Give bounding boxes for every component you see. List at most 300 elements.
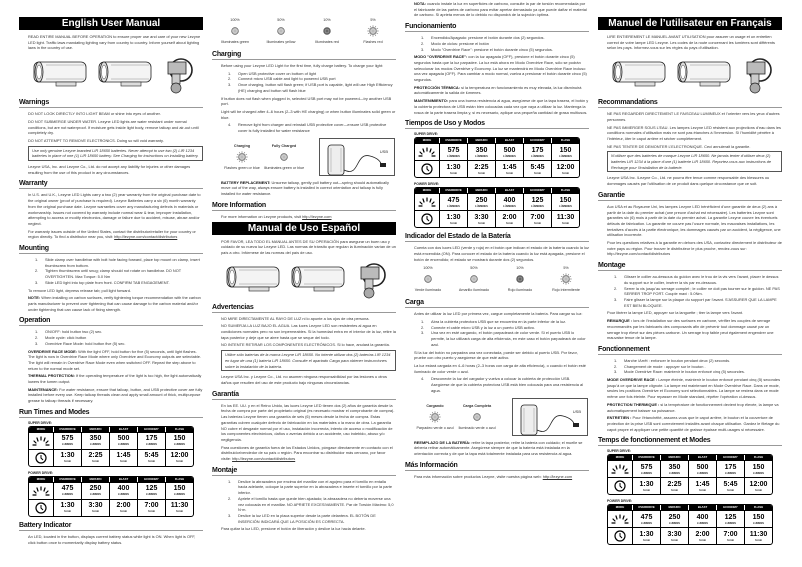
lumens-value: 575	[447, 146, 460, 154]
charging-state	[221, 144, 263, 170]
runtime-cell	[467, 210, 495, 227]
section-heading: More Information	[212, 201, 396, 211]
lumens-cell	[81, 482, 109, 499]
paragraph-lead: PROTECTION THERMIQUE :	[607, 401, 660, 407]
lumens-unit: LUMENS	[669, 521, 680, 525]
lumens-value: 475	[640, 513, 653, 521]
mode-header: FLASH	[744, 455, 772, 460]
lumens-cell	[551, 143, 579, 160]
list-item	[614, 274, 782, 285]
lumens-unit: LUMENS	[62, 493, 73, 497]
list-text: Remove light from charger and reinstall USB protective cover—ensure USB protective cover is fully installed for water resistance	[238, 122, 387, 134]
mode-header: ENDURO	[81, 427, 109, 432]
list-number: 3.	[421, 330, 425, 336]
runtime-cell	[53, 449, 81, 466]
charging-label: Fully Charged	[271, 143, 297, 148]
runtime-unit: h:min	[670, 538, 679, 542]
runtime-unit: h:min	[91, 460, 100, 464]
charging-spanish-column	[212, 14, 396, 534]
section-heading: Warnings	[19, 98, 203, 108]
mode-header: OVERDRIVE	[632, 455, 660, 460]
section-heading: Advertencias	[212, 303, 396, 313]
paragraph-lead: OVERDRIVE RACE MODE:	[28, 348, 78, 354]
run-time-table	[414, 182, 589, 228]
paragraph	[405, 245, 589, 262]
charging-state	[263, 144, 305, 170]
lumens-value: 125	[531, 196, 544, 204]
mode-grid	[28, 476, 194, 517]
section-heading: Charging	[212, 50, 396, 60]
mode-header: ECONOMY	[137, 427, 165, 432]
battery-level-item	[454, 266, 494, 292]
lumens-value: 575	[61, 435, 74, 443]
runtime-cell	[551, 160, 579, 177]
runtime-value: 1:30	[60, 502, 75, 510]
runtime-cell	[495, 160, 523, 177]
paragraph-text: For water resistance, ensure that tailcap, button, and USB protective cover are fully installed before every use. Keep tailcap threads clean and apply small amount of thick, multipurpose grease to tailcap threads if necessary.	[28, 386, 203, 404]
runtime-cell	[716, 527, 744, 544]
battery-level-item	[307, 18, 347, 44]
paragraph-text: Lezyne USA, Inc. and Lezyne Co., Ltd. do not accept any liability for injuries or other damages resulting from the use of this product in any circumstances.	[28, 164, 191, 175]
run-time-table	[414, 132, 589, 178]
numbered-list	[212, 479, 396, 525]
lumens-icon	[29, 432, 53, 449]
list-text: Una vez en esté cargando, el botón parpadeará de color verde. Si el puerto USB lo permite, la luz utilizará carga de alta eficiencia, en este caso el botón parpadeará de color azul.	[431, 330, 586, 347]
lumens-unit: LUMENS	[118, 493, 129, 497]
paragraph	[19, 119, 203, 136]
clock-icon	[608, 477, 632, 494]
battery-percent: 10%	[323, 18, 331, 22]
paragraph-lead: MODO "OVERDRIVE RACE":	[414, 54, 468, 60]
led-caption: Verde iluminado	[414, 288, 442, 293]
runtime-value: 2:00	[116, 502, 131, 510]
paragraph-text: si la température de fonctionnement devient trop élevée, la lampe va automatiquement baisser sa puissance.	[607, 401, 779, 413]
led-indicator-icon	[261, 25, 301, 37]
numbered-list	[19, 257, 203, 286]
list-number: 1.	[228, 478, 232, 484]
runtime-value: 1:45	[502, 163, 517, 171]
list-text: Abra la cubierta protectora USB que se encuentra en la parte inferior de la luz.	[431, 319, 567, 325]
paragraph	[598, 415, 782, 432]
section-heading: Operation	[19, 316, 203, 326]
battery-percent: 100%	[230, 18, 240, 22]
paragraph-text: NO MIRE DIRECTAMENTE AL RAYO DE LUZ ni lo apunte a los ojos de otra persona.	[221, 315, 370, 321]
lumens-icon	[608, 460, 632, 477]
lumens-cell	[81, 432, 109, 449]
paragraph-lead: REMARQUE :	[607, 318, 633, 324]
runtime-unit: h:min	[147, 510, 156, 514]
list-number: 3.	[35, 279, 39, 285]
mode-header: ENDURO	[467, 188, 495, 193]
runtime-cell	[523, 160, 551, 177]
list-number: 3.	[35, 340, 39, 346]
lumens-cell	[551, 193, 579, 210]
paragraph	[405, 54, 589, 83]
mode-header: OVERDRIVE	[439, 138, 467, 143]
paragraph-text: DO NOT ATTEMPT TO REMOVE ELECTRONICS. Doing so will void warranty.	[28, 137, 164, 143]
web-link[interactable]: http://lezyne.com/contact/distributors	[114, 234, 178, 240]
mode-header-corner: MODE	[415, 138, 439, 143]
lumens-value: 350	[89, 435, 102, 443]
lumens-unit: LUMENS	[90, 493, 101, 497]
english-manual-column	[19, 17, 203, 547]
runtime-unit: h:min	[449, 221, 458, 225]
lumens-icon	[608, 510, 632, 527]
list-number: 2.	[35, 335, 39, 341]
led-caption: Illuminates green	[220, 40, 250, 44]
clock-icon	[29, 449, 53, 466]
mode-grid	[414, 187, 580, 228]
led-caption: Illuminates yellow	[266, 40, 296, 44]
section-heading: Battery Indicator	[19, 521, 203, 531]
paragraph	[212, 109, 396, 120]
lumens-value: 575	[640, 463, 653, 471]
paragraph	[598, 377, 782, 400]
battery-indicator-legend	[405, 266, 589, 292]
runtime-value: 5:45	[530, 163, 545, 171]
lumens-value: 175	[531, 146, 544, 154]
paragraph-text: NO SUMERJA LA LUZ BAJO EL AGUA. Las luces Lezyne LED son resistentes al agua en condiciones normales pero no son impermeables. Si la humedad entra en el interior de la luz, retire la tapa posterior y deje que se airee hasta que se seque del todo.	[221, 323, 396, 340]
mode-header: OVERDRIVE	[53, 427, 81, 432]
section-heading: Recommandations	[598, 98, 782, 108]
lumens-unit: LUMENS	[697, 521, 708, 525]
list-item	[228, 82, 396, 93]
run-time-table	[28, 421, 203, 467]
led-indicator-icon	[263, 151, 305, 163]
battery-percent: 50%	[277, 18, 285, 22]
battery-note: N’utiliser que des batteries de marque Lezyne LIR 18650. Ne jamais tenter d’utiliser deux (2) batteries LIR 1234 à la place d’une (1) batterie LIR 18650. Reportez-vous aux instructions de Recharge pour l’installation de la batterie.	[607, 151, 782, 172]
lumens-unit: LUMENS	[146, 443, 157, 447]
paragraph	[212, 180, 396, 197]
light-product-illustration	[19, 54, 203, 94]
runtime-unit: h:min	[63, 510, 72, 514]
paragraph	[598, 240, 782, 257]
web-link[interactable]: http://lezyne.com	[542, 473, 573, 479]
runtime-value: 11:30	[556, 213, 575, 221]
paragraph	[405, 1, 589, 18]
usb-label: USB	[572, 408, 581, 414]
paragraph-text: NE PAS IMMERGER SOUS L’EAU. Les lampes Lezyne LED résistent aux projections d’eau dans les conditions normales d’utilisation mais ne sont pas étanches à l’immersion. Si l’humidité pénètre à l’intérieur, ôter le capot arrière et sécher complètement.	[607, 124, 782, 141]
battery-level-item	[500, 266, 540, 292]
runtime-unit: h:min	[63, 460, 72, 464]
paragraph-text: DO NOT SUBMERGE UNDER WATER. Lezyne LED lights are water resistant under normal conditions, but are not waterproof. If moisture gets inside light body, remove tailcap and air-out until completely dry.	[28, 118, 199, 136]
mode-header: BLAST	[495, 188, 523, 193]
list-number: 3.	[614, 296, 618, 302]
runtime-unit: h:min	[642, 488, 651, 492]
list-text: Serrer la vis jusqu’au serrage complet ; le collier ne doit pas tourner sur le guidon. NE PAS SERRER TROP FORT. Couple maxi : 5.0Nm.	[624, 285, 780, 297]
runtime-value: 2:25	[474, 163, 489, 171]
paragraph-text: Cuenta con dos luces LED (verde y roja) en el botón que indican el estado de la batería cuando la luz está encendida (ON). Para conocer el estado de la batería cuando la luz está apagada, presione el botón de encendido; el estado se mostrará durante dos (2) segundos.	[414, 245, 589, 262]
paragraph	[19, 192, 203, 226]
paragraph-text: POR FAVOR, LEA TODO EL MANUAL ANTES DE SU OPERACIÓN para asegurar un buen uso y cuidado de su nueva luz Lezyne LED. Las normas de tránsito que regulan la iluminación varían de un país a otro. Infórmese de las normas del país de uso.	[221, 238, 396, 255]
battery-level-item	[546, 266, 586, 292]
list-text: Encendido/Apagado: presione el botón durante dos (2) segundos.	[431, 35, 545, 41]
numbered-list	[405, 319, 589, 348]
led-indicator-icon	[221, 151, 263, 163]
list-item	[228, 496, 396, 513]
runtime-value: 3:30	[667, 530, 682, 538]
charging-state	[456, 404, 498, 430]
runtime-unit: h:min	[533, 171, 542, 175]
led-caption: Rojo intermitente	[552, 288, 580, 293]
lumens-unit: LUMENS	[753, 471, 764, 475]
paragraph-text: Para quitar la luz LED, presione el botón de liberación y deslice la luz hacia delante.	[221, 526, 366, 532]
led-indicator-icon	[456, 411, 498, 423]
charging-label: Charging	[233, 143, 251, 148]
paragraph-lead: REEMPLAZO DE LA BATERÍA:	[414, 439, 471, 445]
mode-header: ENDURO	[467, 138, 495, 143]
mode-header: BLAST	[688, 455, 716, 460]
lumens-value: 400	[503, 196, 516, 204]
section-heading: Tiempos de Uso y Modos	[405, 119, 589, 129]
numbered-list	[598, 358, 782, 375]
list-number: 2.	[228, 76, 232, 82]
clock-icon	[415, 160, 439, 177]
web-link[interactable]: http://lezyne.com/contact/distributors	[232, 456, 296, 462]
paragraph-text: NE PAS TENTER DE DEMONTER L’ELECTRONIQUE. Ceci annulerait la garantie.	[607, 143, 751, 149]
led-caption: Illuminates red	[315, 40, 339, 44]
paragraph-text: con la luz apagada (OFF), presione el botón durante cinco (5) segundos hasta que la luz parpadee. La luz está ahora en Modo Overdrive Race, sólo se podrán seleccionar los modos Overdrive y Economy. La luz se mantendrá en Modo Overdrive Race incluso una vez apagada (OFF). Para cambiar a modo normal, vuelva a presionar el botón durante cinco (5) segundos.	[414, 54, 587, 83]
list-text: Conecte el cable micro USB y la luz a un puerto USB activo.	[431, 324, 536, 330]
runtime-value: 12:00	[170, 452, 189, 460]
mode-header-corner: MODE	[608, 455, 632, 460]
web-link[interactable]: http://lezyne.com	[302, 213, 332, 219]
lumens-unit: LUMENS	[725, 471, 736, 475]
manual-title: Manuel de l’utilisateur en Français	[598, 17, 782, 30]
paragraph	[405, 98, 589, 115]
led-caption: Flashes red	[363, 40, 383, 44]
paragraph-lead: THERMAL PROTECTION:	[28, 373, 75, 379]
paragraph-lead: BATTERY REPLACEMENT:	[221, 179, 271, 185]
runtime-value: 2:00	[695, 530, 710, 538]
paragraph	[405, 85, 589, 96]
mode-grid	[414, 137, 580, 178]
list-text: Connect micro USB cable and light to powered USB port	[238, 76, 336, 82]
mode-header: ECONOMY	[716, 455, 744, 460]
runtime-unit: h:min	[754, 538, 763, 542]
runtime-unit: h:min	[670, 488, 679, 492]
mode-header: ENDURO	[81, 477, 109, 482]
runtime-cell	[632, 527, 660, 544]
list-item	[35, 341, 203, 347]
drive-label: SUPER DRIVE:	[414, 132, 439, 137]
lumens-cell	[523, 143, 551, 160]
runtime-value: 12:00	[749, 480, 768, 488]
lumens-cell	[467, 193, 495, 210]
paragraph-text: retire la tapa posterior, retire la batería con cuidado; el muelle se debería retirar automáticamente. Asegúrese siempre de que la batería está instalada en la orientación correcta y de que la tapa está totalmente instalada para una resistencia al agua.	[414, 439, 583, 456]
paragraph	[212, 316, 396, 322]
runtime-value: 1:30	[446, 163, 461, 171]
lumens-cell	[165, 432, 193, 449]
runtime-unit: h:min	[561, 221, 570, 225]
section-heading: Run Times and Modes	[19, 408, 203, 418]
mode-header: ENDURO	[660, 455, 688, 460]
runtime-unit: h:min	[754, 488, 763, 492]
runtime-cell	[523, 210, 551, 227]
runtime-value: 11:30	[749, 530, 768, 538]
charging-label: Carga Completa	[462, 403, 492, 408]
mode-header: BLAST	[109, 477, 137, 482]
list-number: 1.	[35, 329, 39, 335]
paragraph	[598, 111, 782, 122]
paragraph-text: For more information on Lezyne products, visit	[221, 213, 302, 219]
lumens-cell	[495, 143, 523, 160]
charging-status-legend	[221, 138, 396, 176]
paragraph	[598, 204, 782, 238]
lumens-value: 500	[696, 463, 709, 471]
lumens-value: 150	[752, 513, 765, 521]
list-number: 1.	[614, 357, 618, 363]
paragraph-lead: ENTRETIEN :	[607, 415, 632, 421]
paragraph	[212, 403, 396, 443]
mode-header: FLASH	[551, 138, 579, 143]
mode-header: ENDURO	[660, 505, 688, 510]
list-text: Slide clamp over handlebar with bolt hole facing forward, place top mount on clamp, insert thumbscrew from bottom.	[45, 257, 200, 268]
lumens-value: 175	[145, 435, 158, 443]
paragraph-text: If the operating temperature of the light is too high, the light automatically lowers the lumen output.	[28, 373, 202, 385]
runtime-value: 1:45	[695, 480, 710, 488]
paragraph	[598, 144, 782, 150]
paragraph-text: Si la luz del botón no parpadea una vez conectada, puede ser debido al puerto USB. Por favor, pruebe con otro puerto y asegúrese de que esté activo.	[414, 349, 578, 361]
list-number: 2.	[228, 495, 232, 501]
runtime-value: 5:45	[144, 452, 159, 460]
lumens-icon	[415, 193, 439, 210]
lumens-value: 400	[696, 513, 709, 521]
lumens-cell	[439, 193, 467, 210]
lumens-cell	[467, 143, 495, 160]
battery-note: Utilice sólo baterías de la marca Lezyne LIR 18650. No intente utilizar dos (2) baterías LIR 1234 en lugar de una (1) batería LIR 18650. Consulte el apartado Carga para obtener instrucciones sobre la instalación de la batería.	[221, 350, 396, 371]
runtime-unit: h:min	[698, 488, 707, 492]
runtime-cell	[660, 477, 688, 494]
paragraph	[19, 295, 203, 312]
paragraph	[212, 374, 396, 385]
runtime-cell	[439, 210, 467, 227]
led-indicator-icon	[500, 273, 540, 285]
list-number: 1.	[35, 257, 39, 263]
runtime-cell	[81, 449, 109, 466]
paragraph	[405, 311, 589, 317]
paragraph-text: DO NOT LOOK DIRECTLY INTO LIGHT BEAM or shine into eyes of another.	[28, 111, 161, 117]
lumens-cell	[523, 193, 551, 210]
lumens-unit: LÚMENES	[447, 204, 460, 208]
charging-caption: Parpadeo verde o azul	[416, 425, 454, 430]
paragraph-text: If button does not flash when plugged in, selected USB port may not be powered—try another USB port.	[221, 95, 392, 107]
paragraph-text: Aux USA et au Royaume Uni, les lampes Lezyne LED bénéficient d’une garantie de deux (2) ans à partir de la date du premier achat (une preuve d’achat est nécessaire). Les batteries Lezyne sont garanties six (6) mois à partir de la date du premier achat. La garantie Lezyne couvre les éventuels défauts de fabrication. La garantie ne couvre pas l’usure normale, les mauvaises installations, les tentatives d’accès à la partie électronique, les dommages causés par un accident, la négligence, une utilisation incorrecte.	[607, 203, 781, 238]
paragraph-text: Pour l’étanchéité, assurez-vous que le capot arrière, le bouton et la couverture de protection de la prise USB sont correctement installés avant chaque utilisation. Gardez le filetage du capot propre et appliquer une petite quantité de graisse épaisse multi-usages si nécessaire.	[607, 415, 780, 432]
list-number: 3.	[421, 46, 425, 52]
paragraph	[212, 63, 396, 69]
manual-title: English User Manual	[19, 17, 203, 30]
paragraph-text: si la temperatura en funcionamiento es muy elevada, la luz disminuirá automáticamente la salida de lúmenes.	[414, 84, 582, 96]
battery-percent: 100%	[423, 266, 433, 271]
list-text: Open USB protective cover on bottom of light	[238, 70, 317, 76]
paragraph	[19, 164, 203, 175]
clock-icon	[415, 210, 439, 227]
runtime-unit: h:min	[505, 171, 514, 175]
lumens-unit: LUMENS	[118, 443, 129, 447]
runtime-value: 2:00	[502, 213, 517, 221]
clock-icon	[29, 499, 53, 516]
paragraph-text: para una buena resistencia al agua, asegúrese de que la tapa trasera, el botón y la cubierta protectora de USB están bien colocadas cada vez que vaya a utilizar la luz. Mantenga la rosca de la parte trasera limpia y, si es necesario, aplique una pequeña cantidad de grasa multiusos.	[414, 98, 589, 115]
clock-icon	[608, 527, 632, 544]
runtime-cell	[165, 449, 193, 466]
lumens-value: 150	[173, 435, 186, 443]
paragraph	[598, 175, 782, 186]
light-product-illustration	[598, 54, 782, 94]
battery-percent: 5%	[370, 18, 376, 22]
lumens-cell	[660, 510, 688, 527]
list-number: 1.	[614, 274, 618, 280]
charging-caption: Iluminado verde o azul	[458, 425, 496, 430]
lumens-value: 250	[89, 485, 102, 493]
list-text: Deslice la luz LED en la placa superior desde la parte delantera. EL BOTÓN DE INSERCIÓN INDICARÁ QUE LA POSICIÓN ES CORRECTA.	[238, 512, 376, 524]
paragraph-text: NE PAS REGARDER DIRECTEMENT LE FAISCEAU LUMINEUX et l’orienter vers les yeux d’autres personnes.	[607, 111, 780, 122]
lumens-unit: LUMENS	[146, 493, 157, 497]
lumens-value: 175	[724, 463, 737, 471]
lumens-unit: LUMENS	[725, 521, 736, 525]
section-heading: Montage	[598, 261, 782, 271]
numbered-list	[212, 122, 396, 133]
battery-percent: 5%	[563, 266, 569, 271]
mode-grid	[607, 454, 773, 495]
list-number: 2.	[421, 324, 425, 330]
lumens-unit: LÚMENES	[503, 204, 516, 208]
runtime-unit: h:min	[726, 488, 735, 492]
paragraph	[19, 34, 203, 51]
runtime-unit: h:min	[561, 171, 570, 175]
lumens-value: 500	[503, 146, 516, 154]
lumens-cell	[632, 460, 660, 477]
paragraph-text: Lampe éteinte, maintenir le bouton enfoncé pendant cinq (5) secondes jusqu’à ce que la lampe clignote. La lampe est maintenant en Mode Overdrive Race. Dans ce mode, seules les positions Overdrive et Economy sont sélectionnables. La lampe se restera dans ce mode même une fois éteinte. Pour repasser en Mode standard, répéter l’opération ci-dessus.	[607, 377, 781, 400]
paragraph-text: With the light OFF, hold button for five (5) seconds, until light flashes. The light is now in Overdrive Race Mode where only Overdrive and Economy outputs are selectable. The light will remain in Overdrive Race Mode even when switched OFF. Repeat the step above to return to the normal mode set.	[28, 348, 202, 371]
runtime-unit: h:min	[477, 221, 486, 225]
lumens-cell	[53, 482, 81, 499]
mode-header-corner: MODE	[608, 505, 632, 510]
led-indicator-icon	[414, 411, 456, 423]
lumens-cell	[495, 193, 523, 210]
runtime-value: 1:45	[116, 452, 131, 460]
runtime-unit: h:min	[698, 538, 707, 542]
runtime-cell	[53, 499, 81, 516]
list-text: Mode Overdrive Race: maintenir le bouton enfoncé cinq (5) secondes.	[624, 369, 745, 375]
lumens-cell	[439, 143, 467, 160]
lumens-cell	[165, 482, 193, 499]
mode-header: FLASH	[744, 505, 772, 510]
runtime-cell	[81, 499, 109, 516]
list-item	[614, 369, 782, 375]
mode-grid	[607, 504, 773, 545]
runtime-cell	[165, 499, 193, 516]
lumens-cell	[716, 460, 744, 477]
runtime-value: 2:25	[88, 452, 103, 460]
paragraph-text: cuando instale la luz en superficies de carbono, consulte la par de torsión recomendada por el fabricante de las partes de carbono para evitar apretar demasiado ya que puede dañar el material de carbono. Si aprieta menos de lo debido no dispondrá de la sujeción óptima.	[414, 1, 587, 18]
runtime-unit: h:min	[147, 460, 156, 464]
runtime-value: 1:30	[446, 213, 461, 221]
lumens-value: 500	[117, 435, 130, 443]
list-text: Changement de mode : appuyer sur le bouton .	[624, 363, 706, 369]
lumens-unit: LÚMENES	[531, 154, 544, 158]
paragraph	[598, 125, 782, 142]
paragraph	[212, 323, 396, 340]
runtime-unit: h:min	[91, 510, 100, 514]
list-number: 1.	[421, 319, 425, 325]
paragraph-text: When installing on carbon surfaces, verify tightening torque recommendation with the carbon parts manufacturer to prevent over tightening that can cause damage to the carbon material and/or under tightening that can cause lack of fixing strength.	[28, 295, 201, 312]
runtime-cell	[439, 160, 467, 177]
list-number: 2.	[614, 285, 618, 291]
runtime-value: 7:00	[723, 530, 738, 538]
paragraph-lead: MODE OVERDRIVE RACE :	[607, 377, 658, 383]
list-number: 1.	[228, 70, 232, 76]
